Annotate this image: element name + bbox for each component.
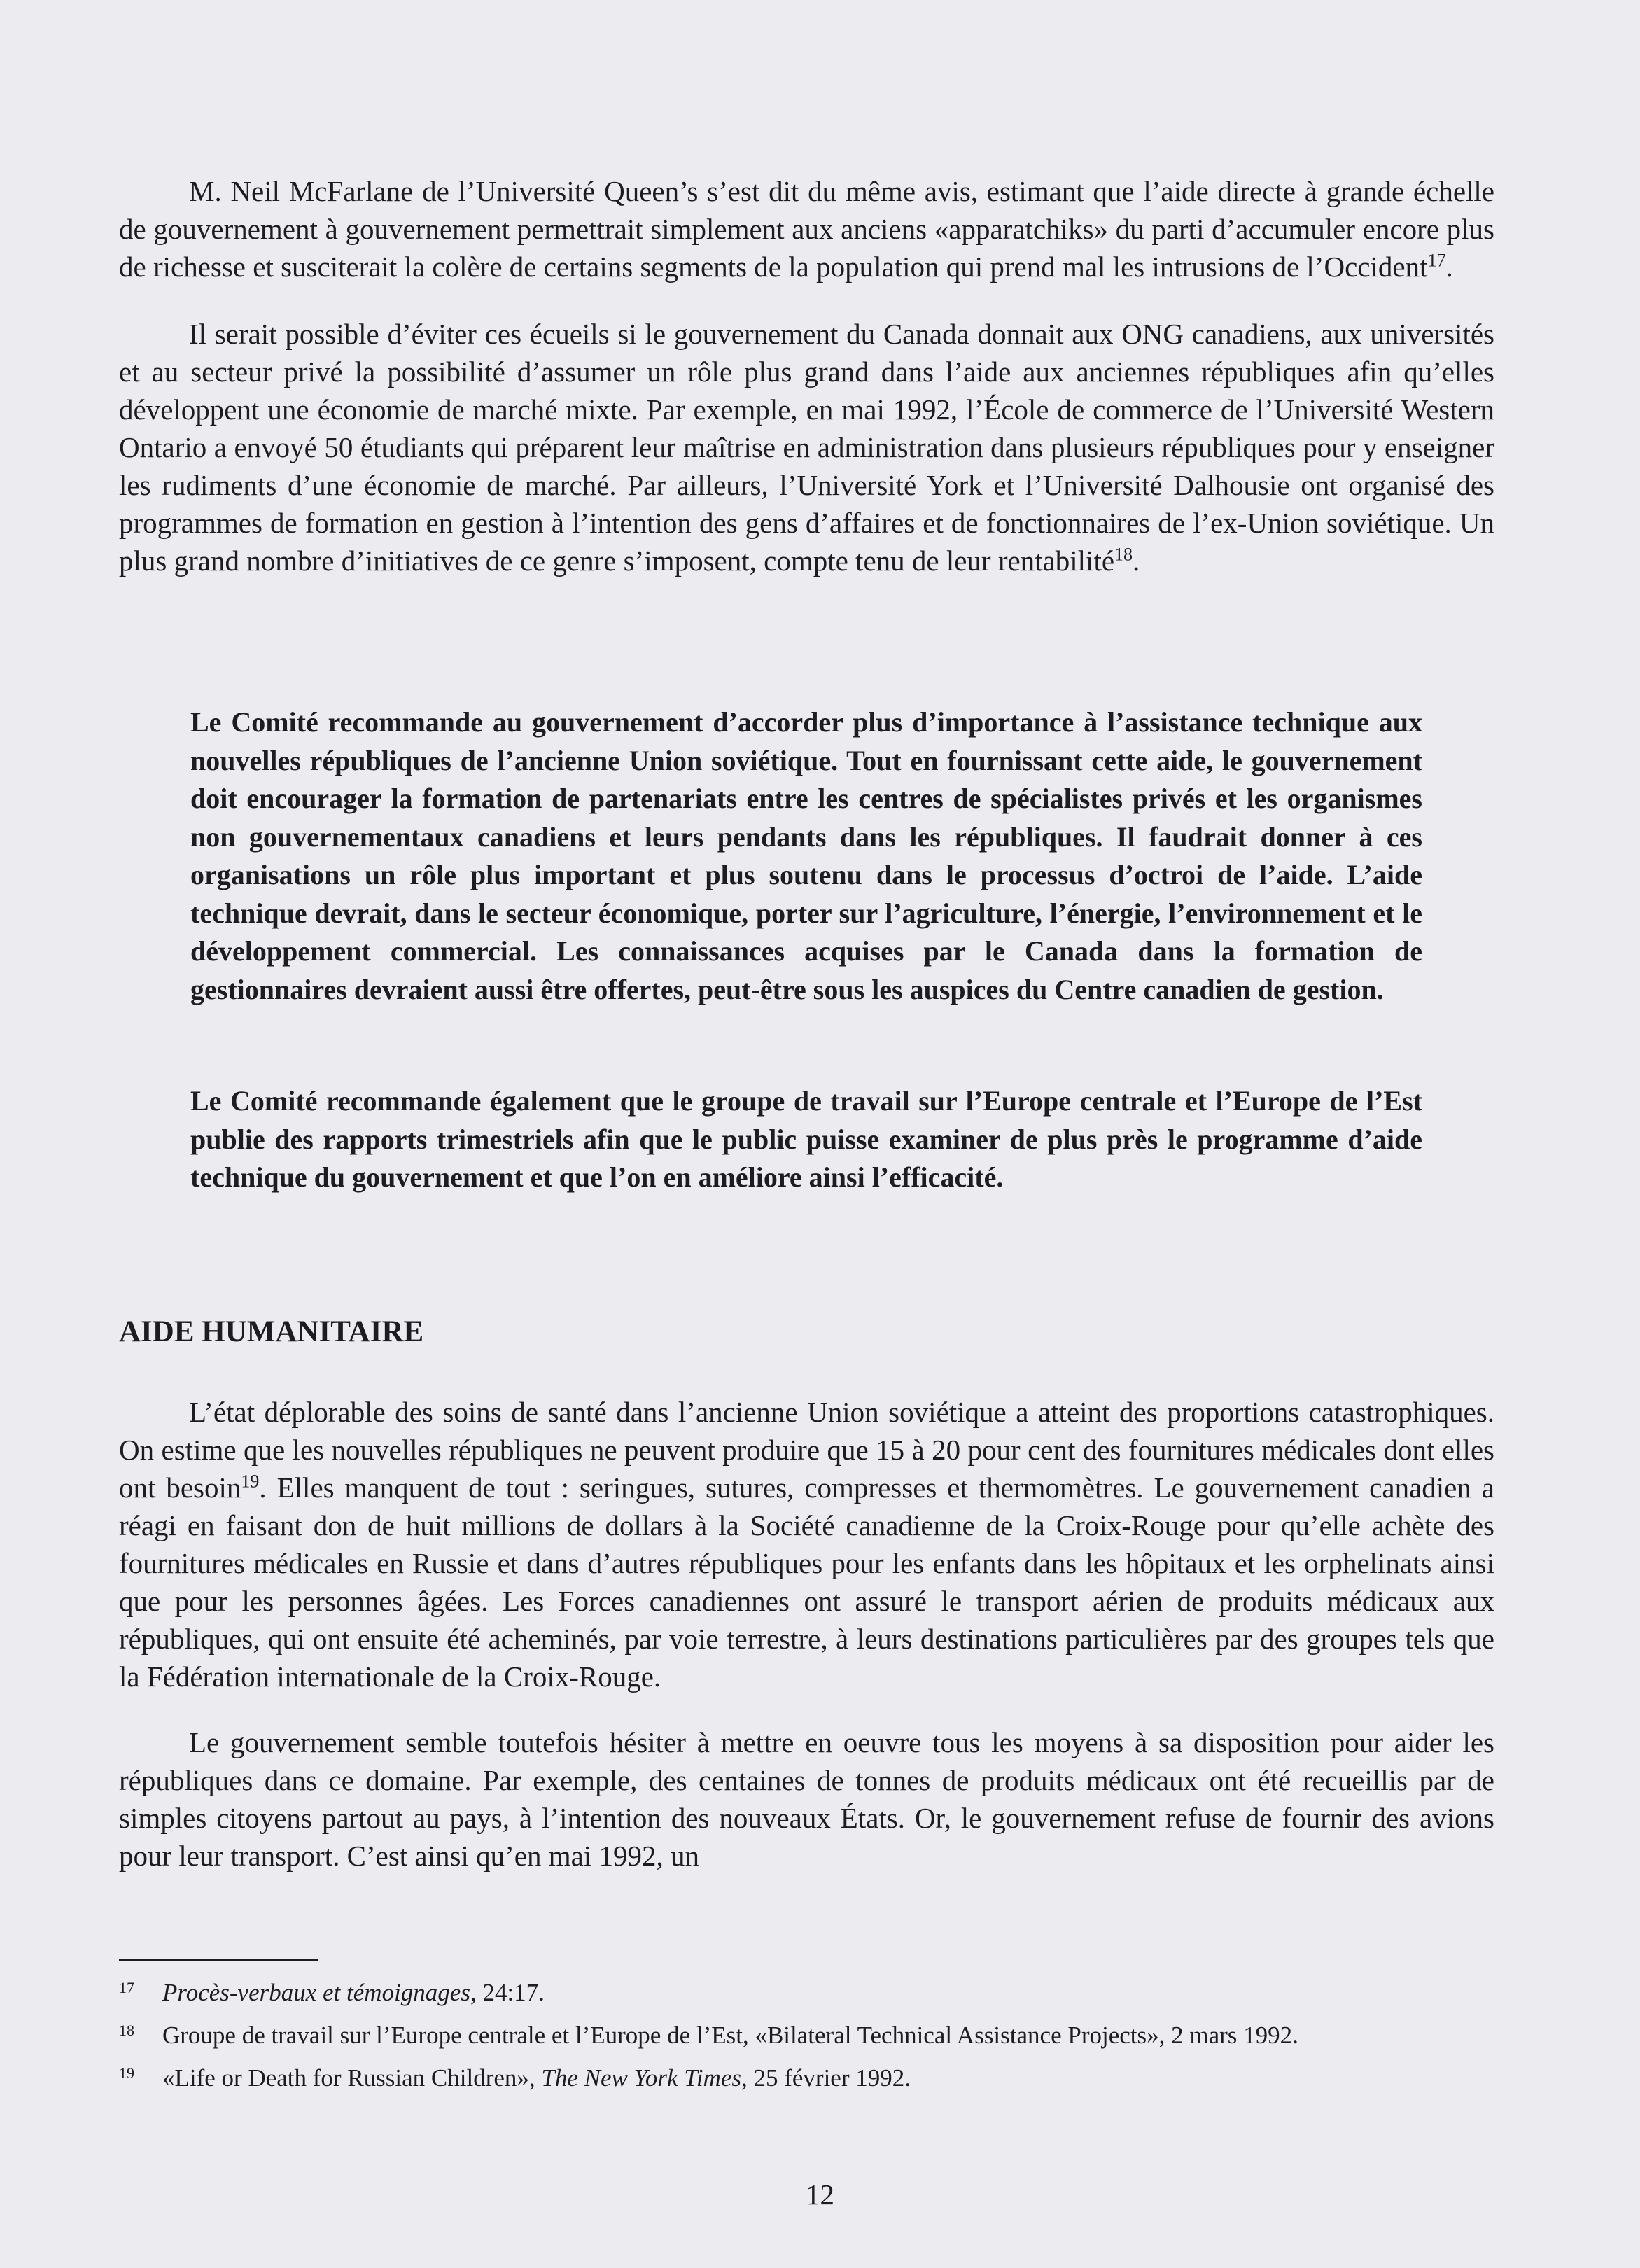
paragraph-health-care [119,1393,1494,1695]
page-number: 12 [806,2178,834,2211]
footnote-number: 17 [119,1979,134,1996]
footnote-17 [119,1977,1494,2008]
footnote-text: , 24:17. [470,1979,545,2006]
footnote-text: 25 février 1992. [747,2064,911,2092]
recommendation-block-1 [190,704,1422,1009]
paragraph-ong [119,315,1494,580]
paragraph-text: L’état déplorable des soins de santé dans l’ancienne Union soviétique a atteint des proportions catastrophiques. On estime que les nouvelles républiques ne peuvent produire que 15 à 20 pour cent des fournitures médicales dont elles ont besoin [119,1396,1494,1504]
footnote-divider [119,1959,318,1961]
footnote-text: Groupe de travail sur l’Europe centrale et l’Europe de l’Est, «Bilateral Technical Assistance Projects», 2 mars 1992. [162,2022,1298,2049]
recommendation-block-2 [190,1082,1422,1197]
footnotes [119,1977,1494,2106]
recommendation-technical-assistance: Le Comité recommande au gouvernement d’accorder plus d’importance à l’assistance technique aux nouvelles républiques de l’ancienne Union soviétique. Tout en fournissant cette aide, le gouvernement doit encourager la formation de partenariats entre les centres de spécialistes privés et les organismes non gouvernementaux canadiens et leurs pendants dans les républiques. Il faudrait donner à ces organisations un rôle plus important et plus soutenu dans le processus d’octroi de l’aide. L’aide technique devrait, dans le secteur économique, porter sur l’agriculture, l’énergie, l’environnement et le développement commercial. Les connaissances acquises par le Canada dans la formation de gestionnaires devraient aussi être offertes, peut-être sous les auspices du Centre canadien de gestion. [190,706,1422,1005]
footnote-source-title: The New York Times, [541,2064,748,2092]
paragraph-text: M. Neil McFarlane de l’Université Queen’s s’est dit du même avis, estimant que l’aide directe à grande échelle de gouvernement à gouvernement permettrait simplement aux anciens «apparatchiks» du parti d’accumuler encore plus de richesse et susciterait la colère de certains segments de la population qui prend mal les intrusions de l’Occident [119,175,1494,283]
footnote-ref-19[interactable]: 19 [241,1471,260,1492]
section-heading: AIDE HUMANITAIRE [119,1315,424,1348]
footnote-text: «Life or Death for Russian Children», [162,2064,542,2092]
footnote-18 [119,2020,1494,2051]
paragraph-text: Il serait possible d’éviter ces écueils si le gouvernement du Canada donnait aux ONG canadiens, aux universités et au secteur privé la possibilité d’assumer un rôle plus grand dans l’aide aux anciennes républiques afin qu’elles développent une économie de marché mixte. Par exemple, en mai 1992, l’École de commerce de l’Université Western Ontario a envoyé 50 étudiants qui préparent leur maîtrise en administration dans plusieurs républiques pour y enseigner les rudiments d’une économie de marché. Par ailleurs, l’Université York et l’Université Dalhousie ont organisé des programmes de formation en gestion à l’intention des gens d’affaires et de fonctionnaires de l’ex-Union soviétique. Un plus grand nombre d’initiatives de ce genre s’imposent, compte tenu de leur rentabilité [119,318,1494,577]
paragraph-text: . Elles manquent de tout : seringues, sutures, compresses et thermomètres. Le gouvernement canadien a réagi en faisant don de huit millions de dollars à la Société canadienne de la Croix-Rouge pour qu’elle achète des fournitures médicales en Russie et dans d’autres républiques pour les enfants dans les hôpitaux et les orphelinats ainsi que pour les personnes âgées. Les Forces canadiennes ont assuré le transport aérien de produits médicaux aux républiques, qui ont ensuite été acheminés, par voie terrestre, à leurs destinations particulières par des groupes tels que la Fédération internationale de la Croix-Rouge. [119,1471,1495,1693]
body-section-top [119,172,1494,580]
paragraph-end: . [1133,545,1140,577]
paragraph-end: . [1445,251,1453,283]
footnote-19 [119,2063,1494,2094]
body-section-humanitarian [119,1393,1494,1875]
footnote-ref-18[interactable]: 18 [1114,544,1133,565]
footnote-source-title: Procès-verbaux et témoignages [162,1979,470,2006]
footnote-ref-17[interactable]: 17 [1427,250,1446,271]
footnote-number: 19 [119,2064,134,2082]
paragraph-mcfarlane [119,172,1494,286]
recommendation-quarterly-reports: Le Comité recommande également que le groupe de travail sur l’Europe centrale et l’Europe de l’Est publie des rapports trimestriels afin que le public puisse examiner de plus près le programme d’aide technique du gouvernement et que l’on en améliore ainsi l’efficacité. [190,1085,1422,1193]
footnote-number: 18 [119,2022,134,2039]
paragraph-government-hesitation: Le gouvernement semble toutefois hésiter à mettre en oeuvre tous les moyens à sa disposition pour aider les républiques dans ce domaine. Par exemple, des centaines de tonnes de produits médicaux ont été recueillis par de simples citoyens partout au pays, à l’intention des nouveaux États. Or, le gouvernement refuse de fournir des avions pour leur transport. C’est ainsi qu’en mai 1992, un [119,1726,1494,1872]
